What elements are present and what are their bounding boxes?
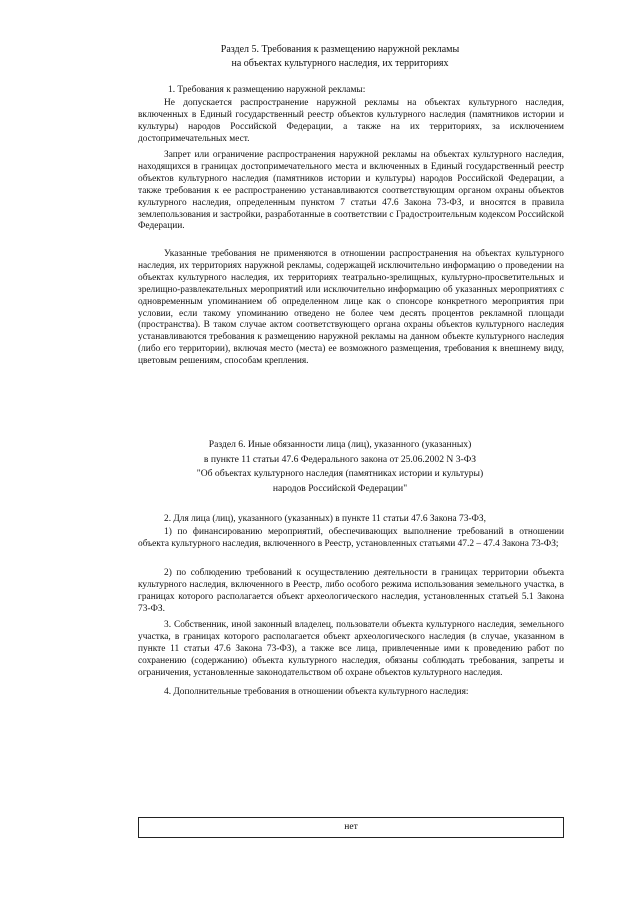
section-5-title-line-2: на объектах культурного наследия, их территориях: [231, 58, 449, 69]
section-5-title-line-1: Раздел 5. Требования к размещению наружной рекламы: [220, 44, 460, 55]
paragraph-5: 2. Для лица (лиц), указанного (указанных) в пункте 11 статьи 47.6 Закона 73-ФЗ,: [164, 514, 486, 524]
paragraph-6: 1) по финансированию мероприятий, обеспечивающих выполнение требований в отношении объекта культурного наследия, включенного в Реестр, установленных статьями 47.2 – 47.4 Закона 73-ФЗ;: [138, 527, 564, 549]
section-6-title-line-4: народов Российской Федерации": [272, 482, 408, 494]
section-5-heading: [120, 43, 560, 71]
paragraph-8: 3. Собственник, иной законный владелец, пользователи объекта культурного наследия, земельного участка, в границах которого располагается объект археологического наследия (в случае, указанном в пункте 11 статьи 47.6 Закона 73-ФЗ), а также все лица, привлеченные ими к проведению работ по сохранению (содержанию) объекта культурного наследия, обязаны соблюдать требования, запреты и ограничения, установленные законодательством об охране объектов культурного наследия.: [138, 620, 564, 678]
section-6-title-line-3: "Об объектах культурного наследия (памятниках истории и культуры): [196, 468, 484, 479]
paragraph-4: Указанные требования не применяются в отношении распространения на объектах культурного наследия, их территориях наружной рекламы, содержащей исключительно информацию о проведении на объектах культурного наследия, их территориях театрально-зрелищных, культурно-просветительных и зрелищно-развлекательных мероприятий или исключительно информацию об указанных мероприятиях с одновременным упоминанием об определенном лице как о спонсоре конкретного мероприятия при условии, если такому упоминанию отведено не более чем десять процентов рекламной площади (пространства). В таком случае актом соответствующего органа охраны объектов культурного наследия устанавливаются требования к размещению наружной рекламы на данном объекте культурного наследия (либо его территории), включая место (места) ее возможного размещения, требования к внешнему виду, цветовым решениям, способам крепления.: [138, 249, 564, 367]
section-6-title-line-1: Раздел 6. Иные обязанности лица (лиц), указанного (указанных): [208, 439, 472, 450]
paragraph-2: Не допускается распространение наружной рекламы на объектах культурного наследия, включенных в Единый государственный реестр объектов культурного наследия (памятников истории и культуры) народов Российской Федерации, а также на их территориях, за исключением достопримечательных мест.: [138, 98, 564, 144]
additional-requirements-value: нет: [344, 822, 358, 832]
paragraph-7: 2) по соблюдению требований к осуществлению деятельности в границах территории объекта культурного наследия, включенного в Реестр, либо особого режима использования земельного участка, в границах которого располагается объект археологического наследия, установленных статьей 5.1 Закона 73-ФЗ.: [138, 568, 564, 614]
section-6-heading: [120, 438, 560, 496]
additional-requirements-box: [138, 817, 564, 838]
paragraph-1: 1. Требования к размещению наружной рекламы:: [168, 85, 366, 95]
section-6-title-line-2: в пункте 11 статьи 47.6 Федерального закона от 25.06.2002 N 3-ФЗ: [203, 453, 477, 465]
paragraph-3: Запрет или ограничение распространения наружной рекламы на объектах культурного наследия, находящихся в границах достопримечательного места и включенных в Единый государственный реестр объектов культурного наследия (памятников истории и культуры) народов Российской Федерации, а также требования к ее распространению устанавливаются соответствующим органом охраны объектов культурного наследия, определенным пунктом 7 статьи 47.6 Закона 73-ФЗ, и вносятся в правила землепользования и застройки, разработанные в соответствии с Градостроительным кодексом Российской Федерации.: [138, 150, 564, 232]
paragraph-9: 4. Дополнительные требования в отношении объекта культурного наследия:: [164, 687, 469, 697]
